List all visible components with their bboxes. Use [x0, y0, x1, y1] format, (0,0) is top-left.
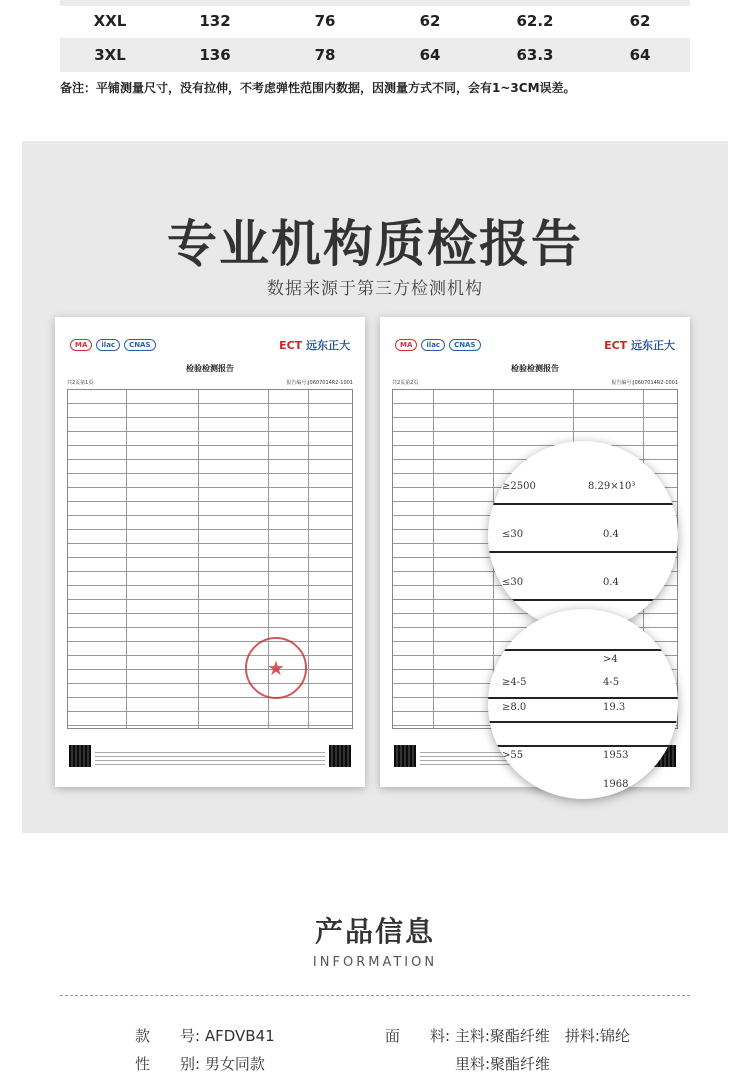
cnas-logo-icon: CNAS: [449, 339, 480, 351]
size-cell: XXL: [93, 12, 127, 30]
size-cell: 78: [314, 46, 336, 64]
zoom-value: ≥4-5: [502, 677, 527, 688]
report-page-1: [55, 317, 365, 787]
seal-stamp: ★: [245, 637, 307, 699]
size-cell: 64: [419, 46, 441, 64]
page-indicator: 共2页第1页: [67, 380, 94, 386]
size-cell: 132: [199, 12, 231, 30]
ect-logo: ECT 远东正大: [604, 339, 675, 352]
cma-logo-icon: MA: [395, 339, 417, 351]
zoom-value: 8.29×10³: [588, 481, 636, 492]
size-cell: 62: [419, 12, 441, 30]
size-cell: 3XL: [94, 46, 126, 64]
qc-report-panel: [22, 141, 728, 833]
zoom-value: >4: [603, 654, 618, 665]
zoom-value: ≤30: [502, 577, 524, 588]
size-cell: 62: [629, 12, 651, 30]
report-number: 报告编号:J0607014R2-1001: [286, 380, 353, 386]
qr-code-icon: [329, 745, 351, 767]
size-note: 备注：平铺测量尺寸，没有拉伸，不考虑弹性范围内数据，因测量方式不同，会有1~3CM误差。: [60, 81, 576, 95]
zoom-value: ≥2500: [502, 481, 536, 492]
size-cell: 136: [199, 46, 231, 64]
ilac-logo-icon: ilac: [421, 339, 445, 351]
ilac-logo-icon: ilac: [96, 339, 120, 351]
product-info-subtitle: INFORMATION: [312, 955, 438, 970]
size-cell: 63.3: [516, 46, 554, 64]
zoom-value: 19.3: [603, 702, 626, 713]
product-info-title: 产品信息: [314, 915, 435, 948]
report-title: 检验检测报告: [511, 364, 559, 373]
table-row: [60, 38, 690, 72]
divider: [60, 995, 690, 996]
zoom-value: ≥8.0: [502, 702, 527, 713]
ect-logo: ECT 远东正大: [279, 339, 350, 352]
magnifier-zoom-1: [488, 441, 678, 631]
cma-logo-icon: MA: [70, 339, 92, 351]
report-title: 检验检测报告: [186, 364, 234, 373]
zoom-value: 1953: [603, 750, 629, 761]
cert-logos: [395, 339, 481, 351]
page-indicator: 共2页第2页: [392, 380, 419, 386]
gender: 性 别: 男女同款: [135, 1055, 265, 1073]
cnas-logo-icon: CNAS: [124, 339, 155, 351]
zoom-value: 0.4: [603, 529, 619, 540]
report-number: 报告编号:J0607014R2-1001: [611, 380, 678, 386]
zoom-value: 0.4: [603, 577, 619, 588]
table-row: [60, 4, 690, 38]
magnifier-zoom-2: [488, 609, 678, 799]
material: 面 料: 主料:聚酯纤维 拼料:锦纶: [385, 1027, 630, 1045]
size-cell: 62.2: [516, 12, 554, 30]
size-cell: 76: [314, 12, 336, 30]
report-footer: [95, 749, 325, 765]
zoom-value: >55: [502, 750, 524, 761]
qr-code-icon: [69, 745, 91, 767]
size-cell: 64: [629, 46, 651, 64]
report-grid: [67, 389, 353, 729]
qc-title: 专业机构质检报告: [167, 215, 583, 273]
cert-logos: [70, 339, 156, 351]
zoom-value: 1968: [603, 779, 629, 790]
zoom-value: ≤30: [502, 529, 524, 540]
qc-subtitle: 数据来源于第三方检测机构: [267, 279, 483, 299]
lining: 里料:聚酯纤维: [455, 1055, 551, 1073]
zoom-value: 4-5: [603, 677, 620, 688]
item-number: 款 号: AFDVB41: [135, 1027, 275, 1045]
qr-code-icon: [394, 745, 416, 767]
size-table: [60, 0, 690, 72]
